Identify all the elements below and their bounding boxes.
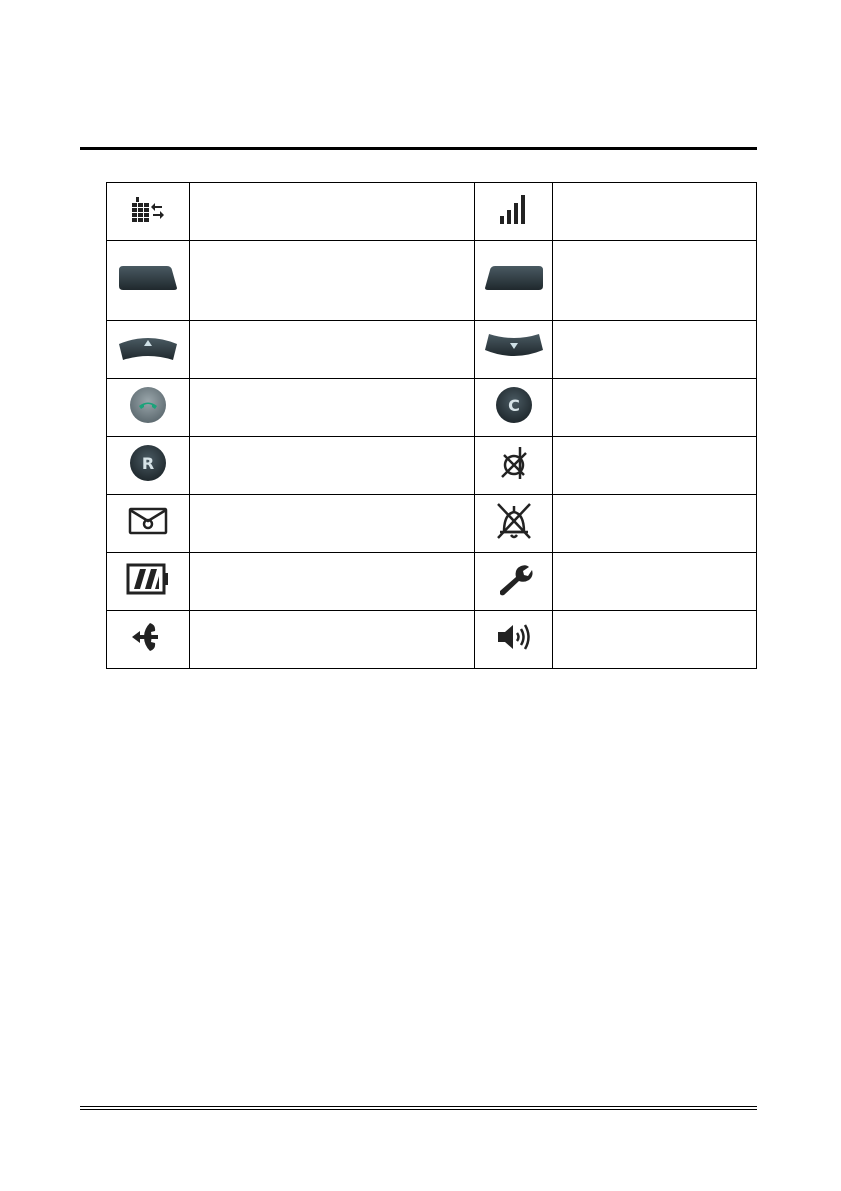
scroll-up-key-icon (117, 332, 179, 362)
description-cell (553, 321, 757, 379)
table-row (107, 437, 757, 495)
talk-key-icon (128, 385, 168, 425)
settings-wrench-icon (494, 561, 534, 597)
icon-cell (107, 437, 190, 495)
table-row (107, 379, 757, 437)
icon-cell (107, 379, 190, 437)
mute-icon (494, 443, 534, 483)
footer-rule (80, 1106, 757, 1107)
description-cell (190, 379, 475, 437)
description-cell (553, 183, 757, 241)
left-softkey-icon (117, 264, 179, 292)
description-cell (190, 495, 475, 553)
icon-cell (107, 495, 190, 553)
icon-cell (475, 611, 553, 669)
description-cell (553, 611, 757, 669)
description-cell (190, 321, 475, 379)
icon-cell (107, 321, 190, 379)
description-cell (190, 241, 475, 321)
clear-key-letter: C (507, 396, 520, 415)
table-row (107, 321, 757, 379)
icon-cell (107, 183, 190, 241)
icon-cell (475, 553, 553, 611)
description-cell (553, 437, 757, 495)
icon-cell (475, 379, 553, 437)
description-cell (553, 495, 757, 553)
table-row (107, 611, 757, 669)
table-row (107, 183, 757, 241)
redial-key-letter: R (141, 454, 155, 473)
battery-icon (125, 562, 171, 596)
description-cell (190, 183, 475, 241)
description-cell (190, 437, 475, 495)
header-rule (80, 147, 757, 150)
table-row (107, 553, 757, 611)
icon-table (106, 182, 757, 669)
icon-cell (475, 495, 553, 553)
description-cell (190, 553, 475, 611)
icon-cell (107, 241, 190, 321)
ringer-off-icon (492, 500, 536, 542)
description-cell (553, 553, 757, 611)
call-transfer-icon (128, 619, 168, 655)
description-cell (190, 611, 475, 669)
table-row (107, 241, 757, 321)
icon-cell (475, 437, 553, 495)
redial-key-icon (128, 443, 168, 483)
keypad-switch-icon (128, 193, 168, 225)
icon-cell (475, 183, 553, 241)
clear-key-icon (494, 385, 534, 425)
icon-cell (475, 241, 553, 321)
scroll-down-key-icon (483, 332, 545, 362)
signal-strength-icon (496, 192, 532, 226)
icon-cell (475, 321, 553, 379)
speaker-volume-icon (494, 620, 534, 654)
message-envelope-icon (127, 505, 169, 537)
right-softkey-icon (483, 264, 545, 292)
footer-rule-inner (80, 1109, 757, 1110)
icon-cell (107, 553, 190, 611)
description-cell (553, 241, 757, 321)
icon-cell (107, 611, 190, 669)
description-cell (553, 379, 757, 437)
table-row (107, 495, 757, 553)
